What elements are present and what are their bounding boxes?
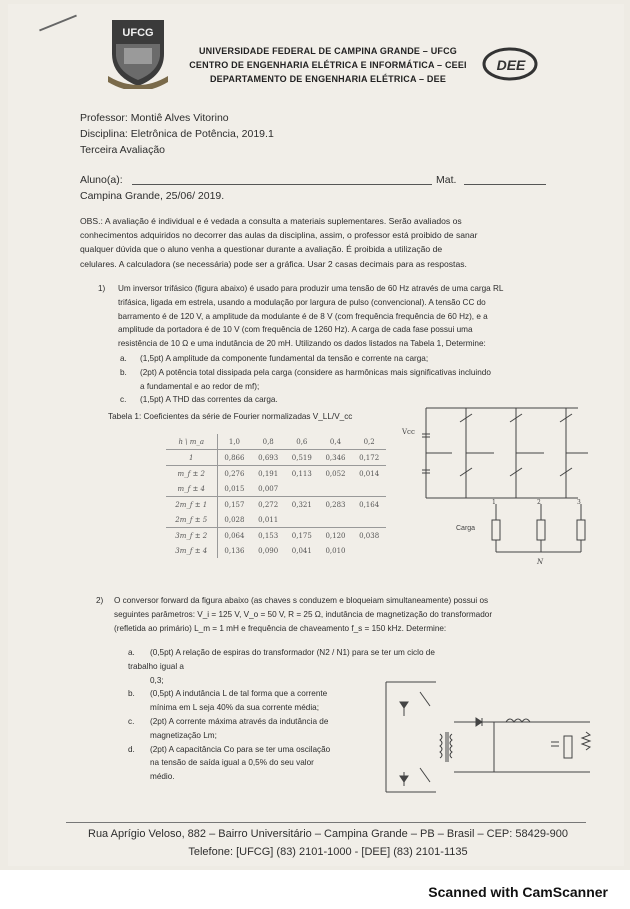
table-row: 2m_f ± 5 0,028 0,011	[166, 512, 386, 528]
neutral-label: N	[537, 558, 544, 566]
table-row: 3m_f ± 4 0,136 0,090 0,041 0,010	[166, 543, 386, 558]
q1-statement	[118, 282, 588, 351]
q1-line: amplitude da portadora é de 10 V (com frequência de 1260 Hz). A carga de cada fase possui uma	[118, 325, 473, 335]
q2-line: seguintes parâmetros: V_i = 125 V, V_o = 50 V, R = 25 Ω, indutância de magnetização do transformador	[114, 609, 493, 619]
mat-blank	[464, 184, 546, 185]
q2-item-d-cont: na tensão de saída igual a 0,5% do seu valor	[150, 758, 314, 768]
node-label: 1	[492, 499, 496, 506]
ufcg-logo	[108, 14, 168, 89]
inverter-circuit-figure	[396, 394, 596, 574]
q1-line: resistência de 10 Ω e uma indutância de 20 mH. Utilizando os dados listados na Tabela 1, Determine:	[118, 339, 486, 349]
dee-logo	[482, 44, 542, 84]
q1-line: trifásica, ligada em estrela, usando a modulação por largura de pulso (convencional). A tensão CC do	[118, 297, 486, 307]
mat-label: Mat.	[436, 174, 457, 186]
table-row: m_f ± 4 0,015 0,007	[166, 481, 386, 497]
aluno-label: Aluno(a):	[80, 174, 123, 186]
fourier-table	[166, 434, 386, 558]
obs-line: OBS.: A avaliação é individual e é vedada a consulta a materiais suplementares. Serão avaliados os	[80, 216, 462, 226]
table-row: m_f ± 2 0,276 0,191 0,113 0,052 0,014	[166, 466, 386, 482]
q2-statement	[114, 594, 584, 635]
obs-line: conhecimentos adquiridos no decorrer das aulas da disciplina, assim, o professor está proibido de sanar	[80, 230, 478, 241]
q1-number: 1)	[98, 284, 106, 293]
forward-converter-figure	[376, 672, 604, 802]
scanner-watermark: Scanned with CamScanner	[428, 884, 608, 900]
table-row: 2m_f ± 1 0,157 0,272 0,321 0,283 0,164	[166, 497, 386, 513]
obs-block	[80, 214, 580, 271]
disciplina-line: Disciplina: Eletrônica de Potência, 2019.1	[80, 128, 274, 140]
professor-line: Professor: Montiê Alves Vitorino	[80, 112, 229, 124]
q1-item-c: c. (1,5pt) A THD das correntes da carga.	[120, 395, 278, 405]
header-line-3: DEPARTAMENTO DE ENGENHARIA ELÉTRICA – DEE	[209, 74, 447, 84]
header-line-2: CENTRO DE ENGENHARIA ELÉTRICA E INFORMÁTICA – CEEI	[189, 60, 467, 70]
table-row: 3m_f ± 2 0,064 0,153 0,175 0,120 0,038	[166, 528, 386, 544]
node-label: 3	[577, 499, 581, 506]
table-caption: Tabela 1: Coeficientes da série de Fourier normalizadas V_LL/V_cc	[108, 412, 353, 421]
local-data: Campina Grande, 25/06/ 2019.	[80, 190, 225, 202]
q2-number: 2)	[96, 596, 104, 605]
exam-sheet	[8, 4, 624, 866]
table-header-cell: 0,4	[319, 434, 353, 450]
q1-line: barramento é de 120 V, a amplitude da modulante é de 8 V (com frequência frequência de 60 Hz), e a	[118, 311, 488, 321]
header-line-1: UNIVERSIDADE FEDERAL DE CAMPINA GRANDE – UFCG	[198, 46, 458, 56]
obs-line: celulares. A calculadora (se necessária) pode ser a gráfica. Usar 2 casas decimais para as respostas.	[80, 258, 467, 269]
aluno-blank	[132, 184, 432, 185]
node-label: 2	[537, 499, 541, 506]
table-header-cell: 1,0	[217, 434, 251, 450]
table-header-cell: 0,8	[251, 434, 285, 450]
pen-mark	[39, 15, 77, 32]
footer-divider	[66, 822, 586, 823]
dee-logo-text: DEE	[496, 57, 526, 73]
footer-address: Rua Aprígio Veloso, 882 – Bairro Universitário – Campina Grande – PB – Brasil – CEP: 58429-900	[88, 828, 568, 840]
table-header-cell: 0,6	[285, 434, 319, 450]
table-row: 1 0,866 0,693 0,519 0,346 0,172	[166, 450, 386, 466]
table-header-cell: 0,2	[352, 434, 386, 450]
q2-line: (refletida ao primário) L_m = 1 mH e frequência de chaveamento f_s = 150 kHz. Determine:	[114, 623, 447, 633]
q1-item-b: b. (2pt) A potência total dissipada pela carga (considere as harmônicas mais significativas incluindo	[120, 367, 491, 377]
q2-line: O conversor forward da figura abaixo (as chaves s conduzem e bloqueiam simultaneamente) possui os	[114, 596, 489, 605]
q2-item-d-cont: médio.	[150, 772, 175, 782]
footer-phone: Telefone: [UFCG] (83) 2101-1000 - [DEE] (83) 2101-1135	[188, 846, 468, 858]
q2-item-a-cont: 0,3;	[150, 675, 164, 685]
vcc-label: Vcc	[402, 428, 415, 436]
q2-item-d: d. (2pt) A capacitância Co para se ter uma oscilação	[128, 744, 331, 754]
ufcg-logo-text: UFCG	[122, 27, 154, 39]
table-header-cell: h \ m_a	[166, 434, 217, 450]
q2-item-c-cont: magnetização Lm;	[150, 730, 217, 740]
q1-item-a: a. (1,5pt) A amplitude da componente fundamental da tensão e corrente na carga;	[120, 354, 429, 363]
avaliacao-line: Terceira Avaliação	[80, 144, 166, 156]
q2-item-c: c. (2pt) A corrente máxima através da indutância de	[128, 716, 329, 726]
q1-item-b-cont: a fundamental e ao redor de mf);	[140, 381, 260, 391]
q2-item-b: b. (0,5pt) A indutância L de tal forma que a corrente	[128, 689, 328, 699]
table-header-row	[166, 434, 386, 450]
q2-item-a: a. (0,5pt) A relação de espiras do transformador (N2 / N1) para se ter um ciclo de trabalho igual a	[128, 648, 435, 671]
obs-line: qualquer dúvida que o aluno venha a questionar durante a avaliação. É proibida a utilização de	[80, 244, 443, 255]
q2-item-b-cont: mínima em L seja 40% da sua corrente média;	[150, 703, 319, 713]
q1-line: Um inversor trifásico (figura abaixo) é usado para produzir uma tensão de 60 Hz através de uma carga RL	[118, 284, 504, 293]
scanner-footer	[0, 870, 630, 909]
load-label: Carga	[456, 525, 476, 532]
